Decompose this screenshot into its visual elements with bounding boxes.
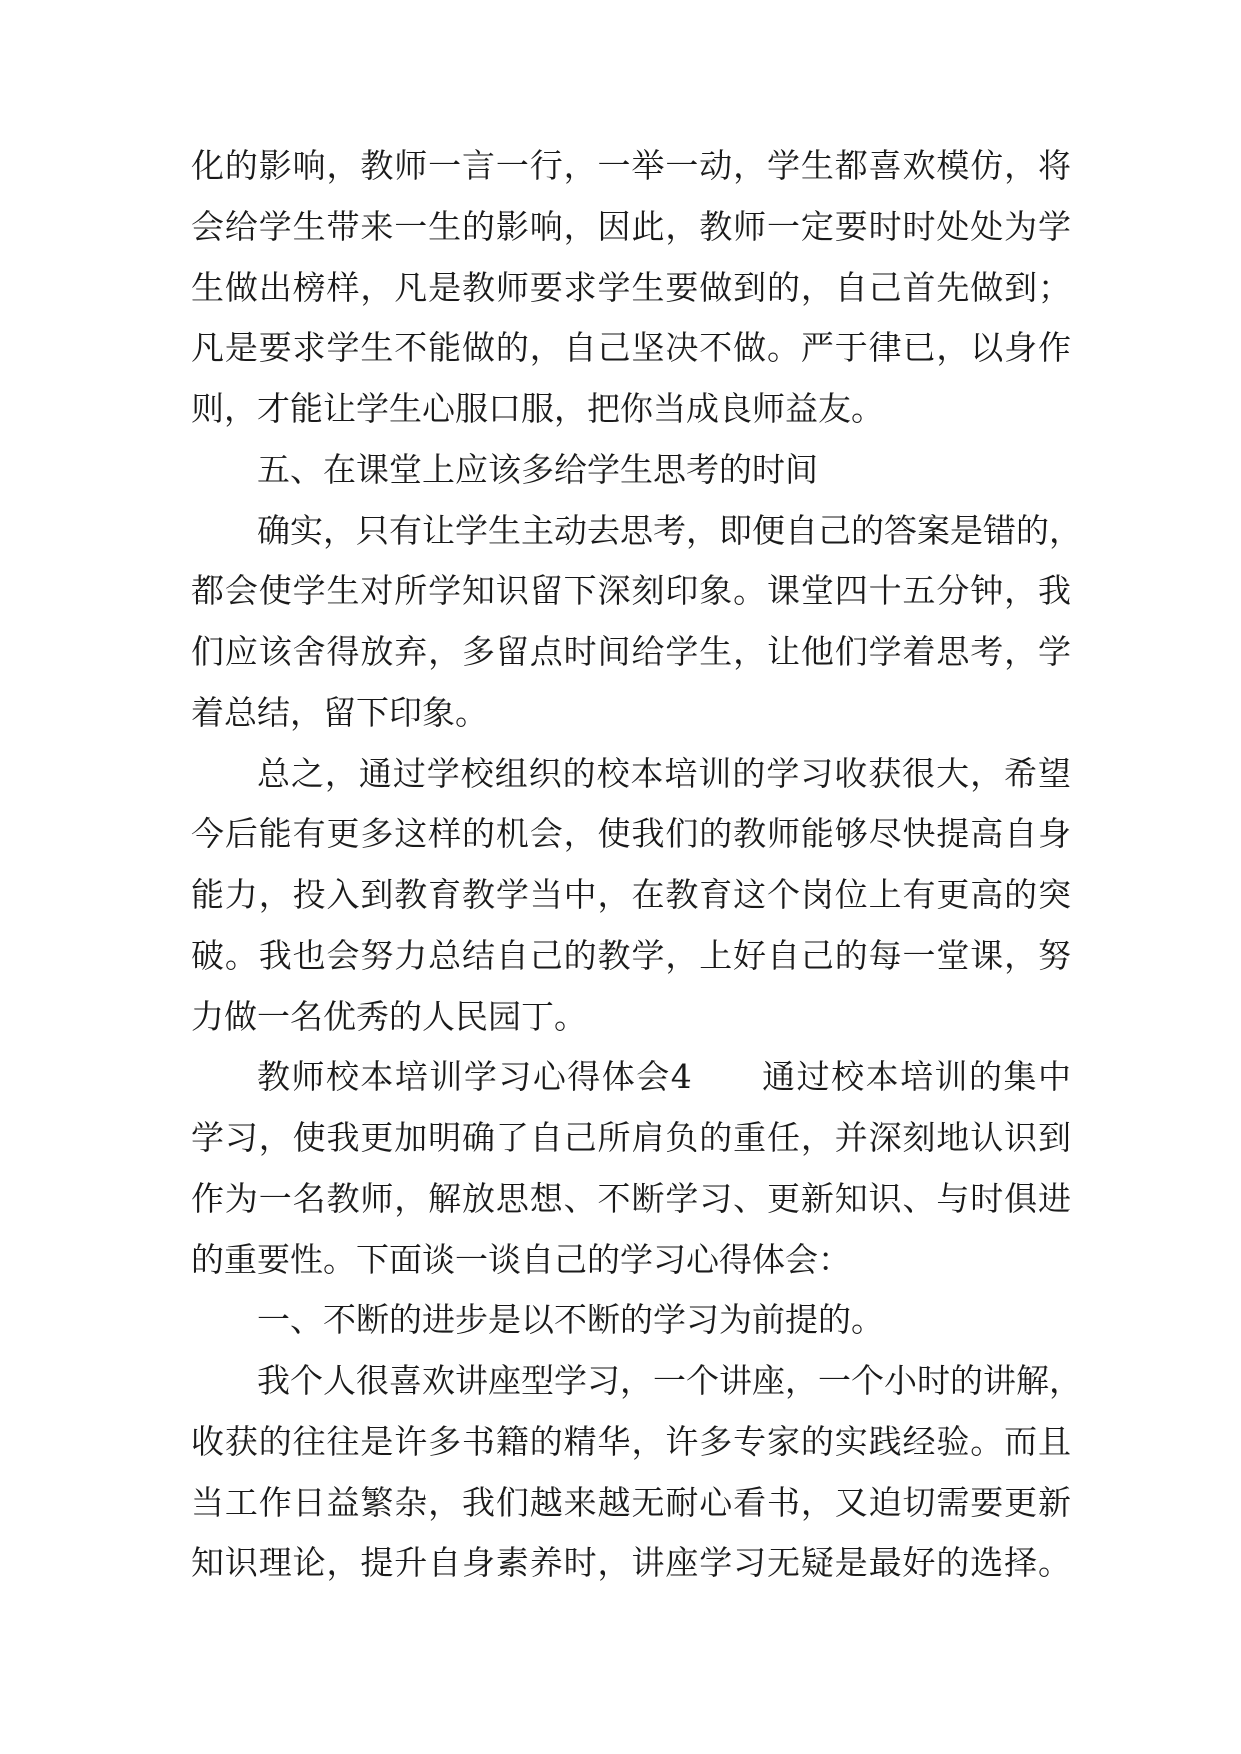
text-line: 凡是要求学生不能做的，自己坚决不做。严于律已，以身作 (191, 328, 1071, 368)
text-line: 力做一名优秀的人民园丁。 (191, 996, 587, 1036)
text-line: 今后能有更多这样的机会，使我们的教师能够尽快提高自身 (191, 814, 1071, 854)
text-line: 生做出榜样，凡是教师要求学生要做到的，自己首先做到； (191, 267, 1071, 307)
text-line: 知识理论，提升自身素养时，讲座学习无疑是最好的选择。 (191, 1543, 1071, 1583)
text-line: 着总结，留下印象。 (191, 692, 488, 732)
text-line: 收获的往往是许多书籍的精华，许多专家的实践经验。而且 (191, 1421, 1071, 1461)
text-line: 作为一名教师，解放思想、不断学习、更新知识、与时俱进 (191, 1178, 1071, 1218)
text-line: 都会使学生对所学知识留下深刻印象。课堂四十五分钟，我 (191, 571, 1071, 611)
text-line: 一、不断的进步是以不断的学习为前提的。 (257, 1300, 884, 1340)
text-line: 则，才能让学生心服口服，把你当成良师益友。 (191, 389, 884, 428)
text-line: 破。我也会努力总结自己的教学，上好自己的每一堂课，努 (191, 935, 1071, 975)
text-line: 当工作日益繁杂，我们越来越无耐心看书，又迫切需要更新 (191, 1482, 1071, 1522)
text-line: 能力，投入到教育教学当中，在教育这个岗位上有更高的突 (191, 875, 1071, 914)
text-line: 我个人很喜欢讲座型学习，一个讲座，一个小时的讲解， (257, 1361, 1082, 1400)
text-line: 确实，只有让学生主动去思考，即便自己的答案是错的， (257, 510, 1082, 550)
text-line: 会给学生带来一生的影响，因此，教师一定要时时处处为学 (191, 206, 1071, 246)
text-line: 五、在课堂上应该多给学生思考的时间 (257, 449, 818, 489)
text-line: 教师校本培训学习心得体会4 通过校本培训的集中 (257, 1057, 1071, 1097)
text-line: 们应该舍得放弃，多留点时间给学生，让他们学着思考，学 (191, 632, 1071, 671)
text-line: 总之，通过学校组织的校本培训的学习收获很大，希望 (257, 753, 1071, 793)
text-line: 的重要性。下面谈一谈自己的学习心得体会： (191, 1239, 851, 1279)
text-line: 化的影响，教师一言一行，一举一动，学生都喜欢模仿，将 (191, 146, 1071, 185)
text-line: 学习，使我更加明确了自己所肩负的重任，并深刻地认识到 (191, 1118, 1071, 1157)
